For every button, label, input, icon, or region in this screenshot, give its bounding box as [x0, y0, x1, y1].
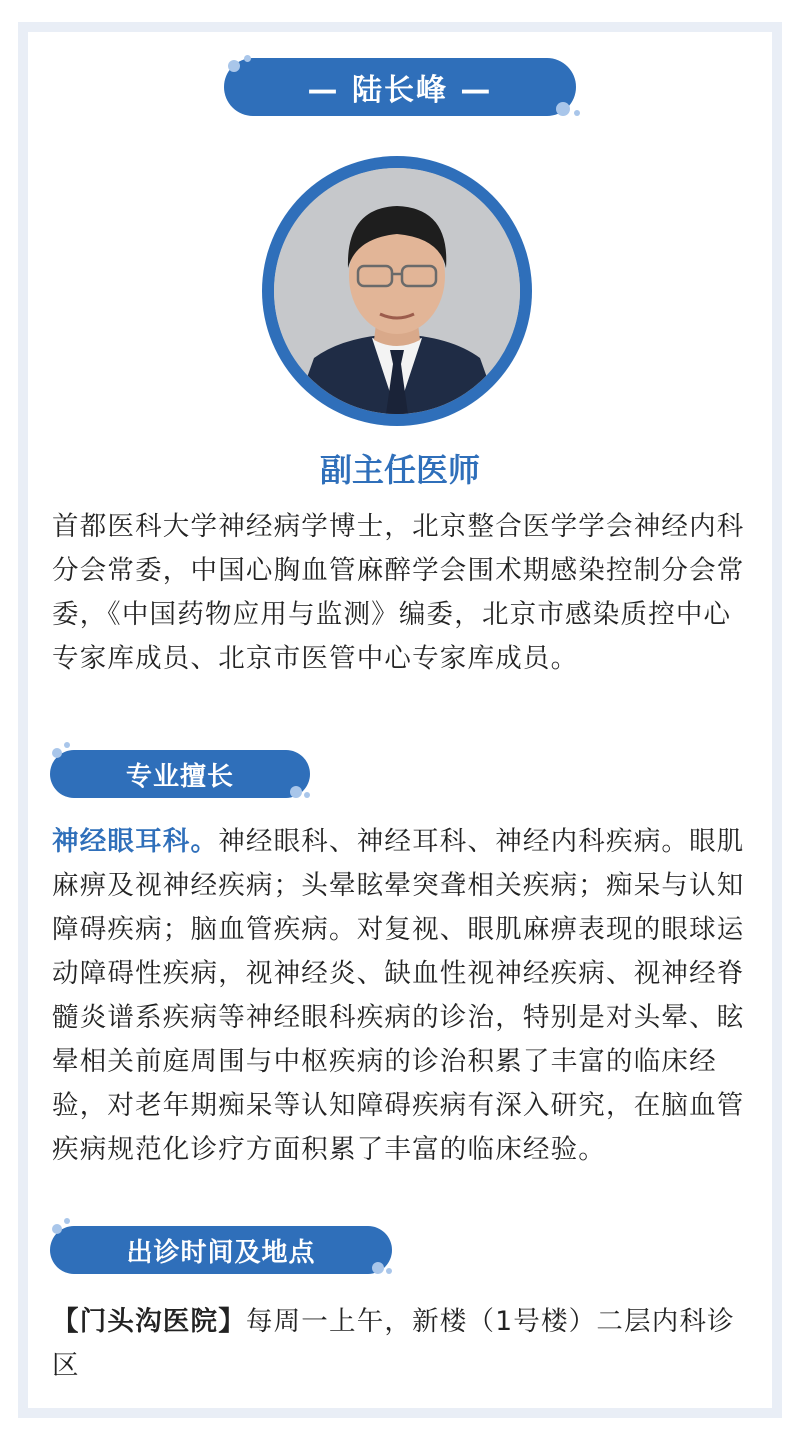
- decor-dot: [372, 1262, 384, 1274]
- decor-dot: [52, 1224, 62, 1234]
- decor-dot: [386, 1268, 392, 1274]
- doctor-name: — 陆长峰 —: [307, 73, 493, 108]
- specialty-heading: 专业擅长: [125, 761, 234, 792]
- decor-dot: [52, 748, 62, 758]
- specialty-heading-pill: [50, 750, 310, 798]
- decor-dot: [228, 60, 240, 72]
- doctor-name-banner: [224, 58, 576, 116]
- decor-dot: [244, 55, 251, 62]
- specialty-description: [52, 820, 748, 1172]
- specialty-text: 神经眼科、神经耳科、神经内科疾病。眼肌麻痹及视神经疾病；头晕眩晕突聋相关疾病；痴呆与认知障碍疾病；脑血管疾病。对复视、眼肌麻痹表现的眼球运动障碍性疾病，视神经炎、缺血性视神经疾病、视神经脊髓炎谱系疾病等神经眼科疾病的诊治，特别是对头晕、眩晕相关前庭周围与中枢疾病的诊治积累了丰富的临床经验，对老年期痴呆等认知障碍疾病有深入研究，在脑血管疾病规范化诊疗方面积累了丰富的临床经验。: [52, 826, 745, 1165]
- clinic-info: [52, 1300, 748, 1388]
- decor-dot: [556, 102, 570, 116]
- doctor-portrait: [274, 168, 520, 414]
- decor-dot: [304, 792, 310, 798]
- decor-dot: [64, 742, 70, 748]
- clinic-schedule: 每周一上午，新楼（1号楼）二层内科诊区: [52, 1306, 735, 1381]
- doctor-title: 副主任医师: [319, 451, 480, 489]
- decor-dot: [64, 1218, 70, 1224]
- specialty-highlight: 神经眼耳科。: [52, 826, 219, 857]
- doctor-bio: 首都医科大学神经病学博士，北京整合医学学会神经内科分会常委，中国心胸血管麻醉学会围术期感染控制分会常委，《中国药物应用与监测》编委，北京市感染质控中心专家库成员、北京市医管中心专家库成员。: [52, 511, 745, 674]
- decor-dot: [290, 786, 302, 798]
- clinic-heading: 出诊时间及地点: [126, 1237, 316, 1268]
- decor-dot: [574, 110, 580, 116]
- portrait-illustration: [274, 168, 520, 414]
- clinic-heading-pill: [50, 1226, 392, 1274]
- clinic-location: 【门头沟医院】: [52, 1306, 246, 1337]
